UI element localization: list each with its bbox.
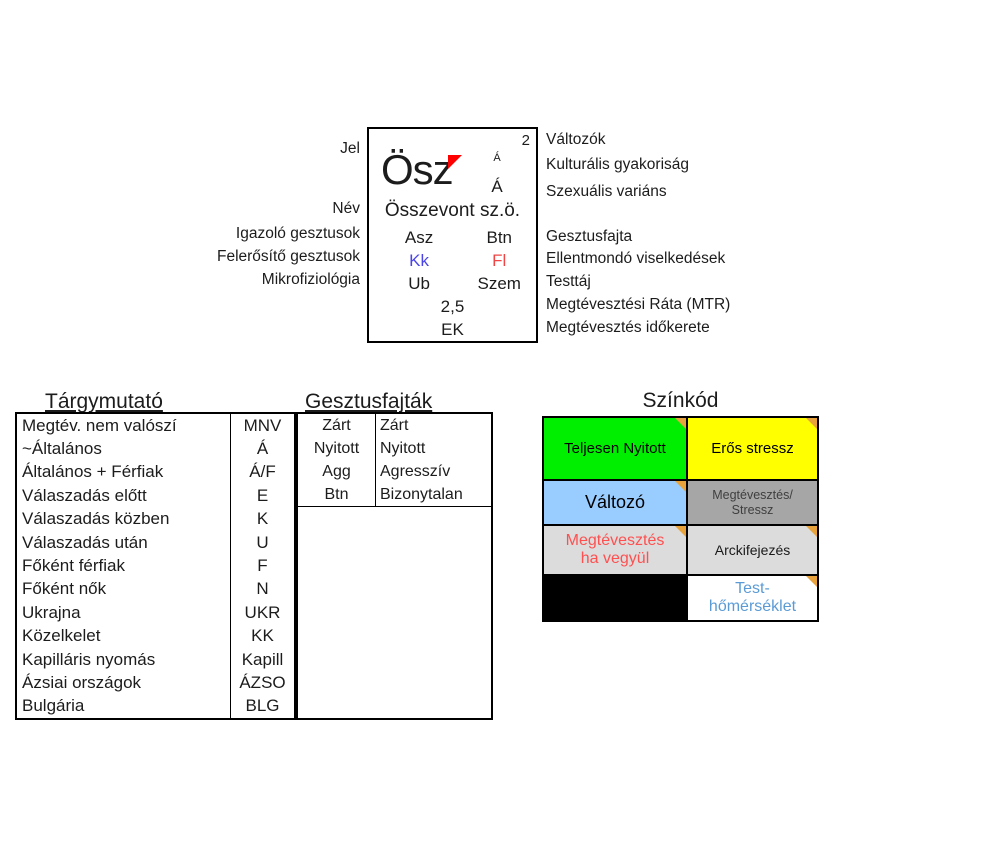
label-megtevesztes-idokerete: Megtévesztés időkerete bbox=[546, 319, 710, 336]
label-valtozok: Változók bbox=[546, 131, 606, 148]
table-row bbox=[17, 508, 294, 531]
gesture-code: Btn bbox=[324, 485, 349, 503]
legend-cell-label: Változó bbox=[584, 492, 646, 513]
contradicting-behaviors-value: Fl bbox=[492, 251, 507, 270]
legend-cell-label: Arckifejezés bbox=[714, 541, 791, 558]
label-gesztusfajta: Gesztusfajta bbox=[546, 228, 633, 245]
index-code: Kapill bbox=[230, 648, 294, 671]
index-code: BLG bbox=[230, 695, 294, 718]
index-label: Főként férfiak bbox=[22, 556, 125, 576]
index-table bbox=[15, 412, 296, 720]
table-row bbox=[17, 484, 294, 507]
index-label: Válaszadás után bbox=[22, 532, 148, 552]
index-label: Bulgária bbox=[22, 696, 85, 716]
table-row bbox=[17, 625, 294, 648]
table-row bbox=[298, 483, 491, 506]
table-row bbox=[298, 460, 491, 483]
index-code: Á/F bbox=[230, 461, 294, 484]
label-mikrofiziologia: Mikrofiziológia bbox=[261, 271, 360, 288]
cultural-frequency-value: Á bbox=[493, 152, 501, 164]
amplifying-gestures-value: Kk bbox=[409, 251, 430, 270]
label-ellentmondo-viselkedesek: Ellentmondó viselkedések bbox=[546, 250, 726, 267]
table-row bbox=[17, 531, 294, 554]
color-legend-title: Színkód bbox=[642, 389, 719, 412]
gesture-code: Agg bbox=[322, 462, 351, 480]
gesture-table bbox=[296, 412, 493, 720]
legend-cell-valtozo bbox=[544, 481, 686, 524]
comment-flag-icon bbox=[675, 418, 686, 429]
index-code: KK bbox=[230, 625, 294, 648]
deception-timeframe-value: EK bbox=[441, 320, 464, 339]
table-row bbox=[298, 414, 491, 437]
legend-cell-megtevesztes-ha-vegyul bbox=[544, 526, 686, 574]
element-card bbox=[367, 127, 538, 343]
table-row bbox=[17, 554, 294, 577]
label-szexualis-varians: Szexuális variáns bbox=[546, 183, 667, 200]
label-felerosito-gesztusok: Felerősítő gesztusok bbox=[216, 248, 360, 265]
index-label: Közelkelet bbox=[22, 626, 101, 646]
index-code: Á bbox=[230, 437, 294, 460]
gesture-label: Nyitott bbox=[375, 437, 491, 460]
index-label: Válaszadás előtt bbox=[22, 485, 147, 505]
gesture-table-title: Gesztusfajták bbox=[305, 390, 433, 413]
index-code: E bbox=[230, 484, 294, 507]
gesture-label: Agresszív bbox=[375, 460, 491, 483]
index-code: ÁZSO bbox=[230, 671, 294, 694]
legend-cell-megtevesztes-stressz bbox=[688, 481, 817, 524]
index-label: Megtév. nem valószí bbox=[22, 415, 177, 435]
body-region-value: Szem bbox=[477, 274, 521, 293]
color-legend bbox=[542, 416, 819, 622]
label-igazolo-gesztusok: Igazoló gesztusok bbox=[235, 225, 360, 242]
gesture-code: Nyitott bbox=[313, 439, 360, 457]
label-testtaj: Testtáj bbox=[546, 273, 591, 290]
index-code: MNV bbox=[230, 414, 294, 437]
index-code: F bbox=[230, 554, 294, 577]
legend-cell-testhomerseklet bbox=[688, 576, 817, 620]
index-code: N bbox=[230, 578, 294, 601]
index-label: Válaszadás közben bbox=[22, 509, 170, 529]
table-row bbox=[17, 648, 294, 671]
label-jel: Jel bbox=[340, 140, 360, 157]
table-row bbox=[17, 461, 294, 484]
legend-cell-label: Teljesen Nyitott bbox=[564, 439, 666, 457]
index-label: Kapilláris nyomás bbox=[22, 649, 156, 669]
gesture-label: Zárt bbox=[375, 414, 491, 437]
index-code: K bbox=[230, 508, 294, 531]
legend-cell-teljesen-nyitott bbox=[544, 418, 686, 479]
table-row bbox=[17, 695, 294, 718]
label-kulturalis-gyakorisag: Kulturális gyakoriság bbox=[546, 156, 690, 173]
comment-flag-icon bbox=[675, 526, 686, 537]
deception-rate-value: 2,5 bbox=[440, 297, 465, 316]
comment-flag-icon bbox=[806, 418, 817, 429]
legend-cell-eros-stressz bbox=[688, 418, 817, 479]
legend-cell-label: Test- hőmérséklet bbox=[708, 579, 797, 615]
comment-flag-icon bbox=[806, 526, 817, 537]
index-label: Ukrajna bbox=[22, 602, 81, 622]
legend-cell-arckifejezes bbox=[688, 526, 817, 574]
element-symbol: Ösz bbox=[381, 146, 453, 193]
legend-cell-black bbox=[544, 576, 686, 620]
label-megtevesztesi-rata: Megtévesztési Ráta (MTR) bbox=[546, 296, 731, 313]
table-row bbox=[17, 578, 294, 601]
index-label: Általános + Férfiak bbox=[22, 462, 164, 482]
legend-cell-label: Megtévesztés/ Stressz bbox=[712, 488, 793, 517]
index-code: UKR bbox=[230, 601, 294, 624]
table-row bbox=[17, 671, 294, 694]
gesture-table-rows bbox=[298, 414, 491, 507]
gesture-code: Zárt bbox=[322, 416, 351, 434]
comment-flag-icon bbox=[675, 481, 686, 492]
comment-flag-icon bbox=[448, 155, 462, 169]
variables-count: 2 bbox=[521, 132, 530, 149]
legend-cell-label: Megtévesztés ha vegyül bbox=[565, 531, 665, 567]
index-label: Ázsiai országok bbox=[22, 672, 142, 692]
table-row bbox=[298, 437, 491, 460]
index-label: ~Általános bbox=[22, 439, 102, 459]
microphysiology-value: Ub bbox=[408, 274, 430, 293]
table-row bbox=[17, 601, 294, 624]
legend-cell-label: Erős stressz bbox=[711, 439, 794, 457]
label-nev: Név bbox=[332, 200, 360, 217]
table-row bbox=[17, 414, 294, 437]
gesture-label: Bizonytalan bbox=[375, 483, 491, 506]
confirming-gestures-value: Asz bbox=[404, 228, 434, 247]
element-name: Összevont sz.ö. bbox=[384, 200, 521, 221]
gesture-type-value: Btn bbox=[486, 228, 513, 247]
index-code: U bbox=[230, 531, 294, 554]
index-table-title: Tárgymutató bbox=[45, 390, 163, 413]
index-label: Főként nők bbox=[22, 579, 107, 599]
comment-flag-icon bbox=[806, 576, 817, 587]
sexual-variant-value: Á bbox=[491, 177, 503, 196]
table-row bbox=[17, 437, 294, 460]
